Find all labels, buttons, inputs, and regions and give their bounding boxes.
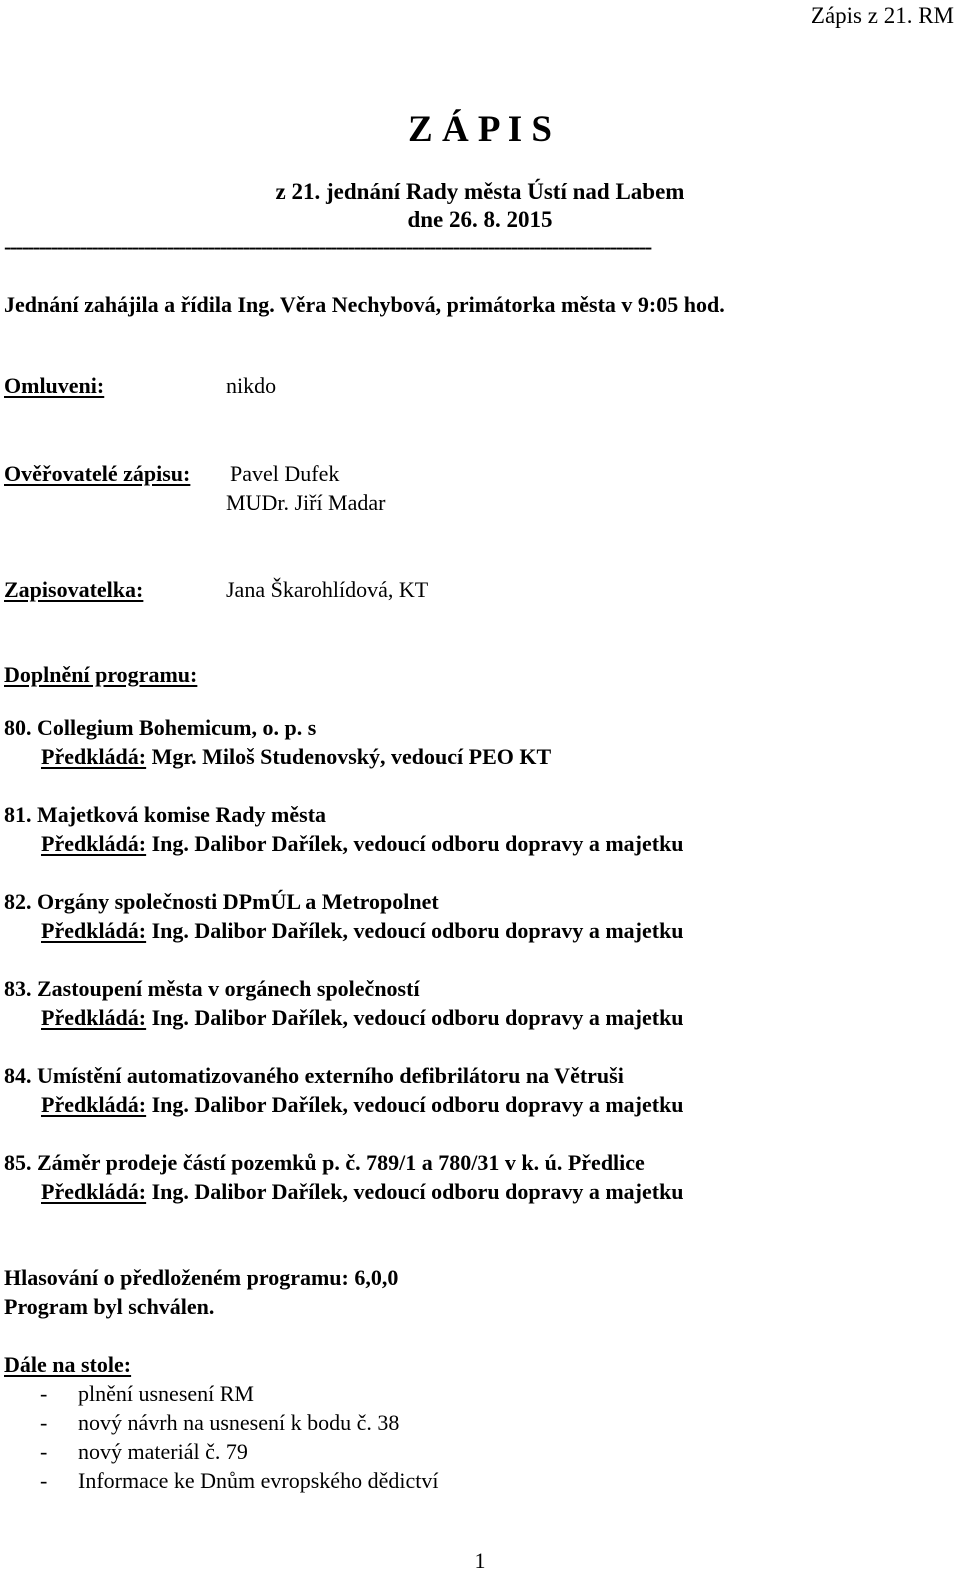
- presenter-label: Předkládá:: [41, 744, 147, 769]
- date-line: dne 26. 8. 2015: [407, 207, 553, 232]
- presenter-name: Mgr. Miloš Studenovský, vedoucí PEO KT: [146, 744, 552, 769]
- list-item: [40, 1383, 47, 1405]
- divider-line: ---------------------------------------------------------------------------------------------------------------: [4, 236, 651, 258]
- recorder-label: Zapisovatelka:: [4, 577, 144, 602]
- list-item-text: nový materiál č. 79: [78, 1439, 248, 1464]
- agenda-item-title: 80. Collegium Bohemicum, o. p. s: [4, 715, 317, 740]
- list-item: [40, 1412, 47, 1434]
- verifiers-label: Ověřovatelé zápisu:: [4, 461, 191, 486]
- verifier-name: MUDr. Jiří Madar: [226, 490, 386, 515]
- recorder-value: Jana Škarohlídová, KT: [226, 577, 429, 602]
- bullet: -: [40, 1381, 48, 1406]
- agenda-item-title: 82. Orgány společnosti DPmÚL a Metropolnet: [4, 889, 439, 914]
- list-item-text: plnění usnesení RM: [78, 1381, 254, 1406]
- opening-statement: Jednání zahájila a řídila Ing. Věra Nechybová, primátorka města v 9:05 hod.: [4, 292, 725, 317]
- excused-value: nikdo: [226, 373, 277, 398]
- agenda-item-presenter: [41, 746, 551, 768]
- addition-heading: Doplnění programu:: [4, 662, 198, 687]
- list-item: [40, 1470, 47, 1492]
- meeting-line: z 21. jednání Rady města Ústí nad Labem: [275, 179, 685, 204]
- list-item-text: Informace ke Dnům evropského dědictví: [78, 1468, 439, 1493]
- list-item-text: nový návrh na usnesení k bodu č. 38: [78, 1410, 400, 1435]
- agenda-item-title: 84. Umístění automatizovaného externího defibrilátoru na Větruši: [4, 1063, 624, 1088]
- agenda-item-presenter: [41, 1007, 684, 1029]
- agenda-item-title: 85. Záměr prodeje částí pozemků p. č. 789/1 a 780/31 v k. ú. Předlice: [4, 1150, 645, 1175]
- presenter-label: Předkládá:: [41, 1092, 147, 1117]
- presenter-name: Ing. Dalibor Dařílek, vedoucí odboru dopravy a majetku: [146, 831, 684, 856]
- verifier-name: Pavel Dufek: [230, 461, 340, 486]
- presenter-name: Ing. Dalibor Dařílek, vedoucí odboru dopravy a majetku: [146, 1179, 684, 1204]
- presenter-label: Předkládá:: [41, 1179, 147, 1204]
- vote-result: Hlasování o předloženém programu: 6,0,0: [4, 1265, 399, 1290]
- page-number: 1: [474, 1548, 486, 1573]
- presenter-label: Předkládá:: [41, 918, 147, 943]
- agenda-item-presenter: [41, 833, 684, 855]
- presenter-name: Ing. Dalibor Dařílek, vedoucí odboru dopravy a majetku: [146, 1005, 684, 1030]
- agenda-item-title: 83. Zastoupení města v orgánech společností: [4, 976, 420, 1001]
- bullet: -: [40, 1468, 48, 1493]
- agenda-item-title: 81. Majetková komise Rady města: [4, 802, 327, 827]
- presenter-label: Předkládá:: [41, 1005, 147, 1030]
- presenter-name: Ing. Dalibor Dařílek, vedoucí odboru dopravy a majetku: [146, 918, 684, 943]
- bullet: -: [40, 1439, 48, 1464]
- on-table-heading: Dále na stole:: [4, 1352, 132, 1377]
- program-approved: Program byl schválen.: [4, 1294, 215, 1319]
- presenter-label: Předkládá:: [41, 831, 147, 856]
- page-header: Zápis z 21. RM: [810, 3, 954, 28]
- list-item: [40, 1441, 47, 1463]
- agenda-item-presenter: [41, 1181, 684, 1203]
- presenter-name: Ing. Dalibor Dařílek, vedoucí odboru dopravy a majetku: [146, 1092, 684, 1117]
- excused-label: Omluveni:: [4, 373, 105, 398]
- document-title: Z Á P I S: [408, 109, 552, 150]
- agenda-item-presenter: [41, 1094, 684, 1116]
- bullet: -: [40, 1410, 48, 1435]
- agenda-item-presenter: [41, 920, 684, 942]
